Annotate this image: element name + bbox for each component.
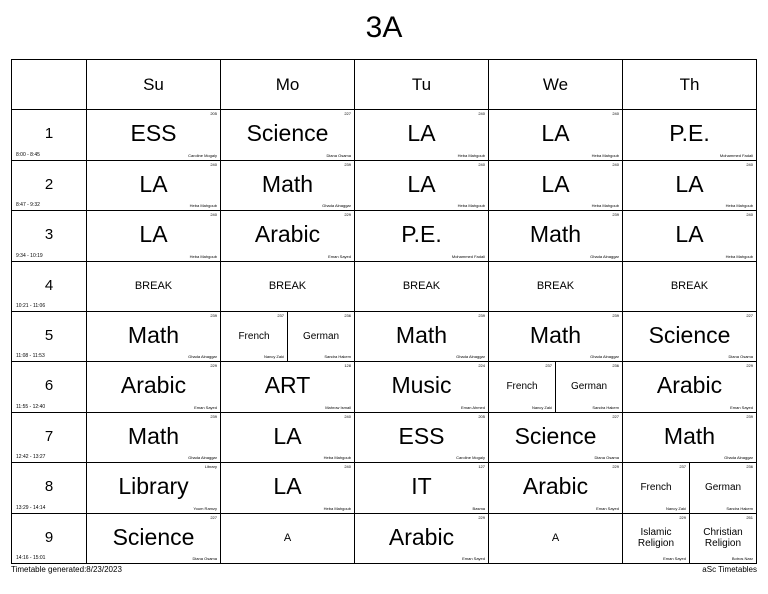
teacher-name: Diana Osama [594, 455, 619, 461]
room-number: 239 [746, 413, 753, 419]
lesson-half [489, 362, 555, 411]
teacher-name: Mahrow Ismail [325, 404, 351, 410]
room-number: 240 [478, 161, 485, 167]
period-time: 9:34 - 10:19 [16, 252, 43, 259]
subject-name: LA [407, 170, 436, 197]
room-number: 240 [746, 161, 753, 167]
lesson-cell [623, 311, 757, 361]
period-row [12, 211, 757, 261]
day-header: Mo [221, 60, 355, 110]
room-number: 237 [277, 312, 284, 318]
subject-name: BREAK [536, 279, 575, 292]
lesson-cell [87, 211, 221, 261]
day-header: Tu [355, 60, 489, 110]
subject-name: BREAK [268, 279, 307, 292]
lesson-cell [489, 110, 623, 160]
teacher-name: Diana Osama [192, 556, 217, 561]
teacher-name: Heba Mahgoub [323, 505, 351, 511]
teacher-name: Ghada Alnaggar [590, 354, 619, 360]
subject-name: Math [127, 422, 180, 449]
lesson-cell [623, 513, 757, 563]
split-lesson [623, 514, 756, 563]
period-cell [12, 362, 87, 412]
teacher-name: Ghada Alnaggar [322, 203, 351, 209]
lesson-cell [221, 513, 355, 563]
day-header-row [12, 60, 757, 110]
room-number: 239 [210, 413, 217, 419]
room-number: 240 [746, 212, 753, 218]
subject-name: Science [112, 523, 195, 550]
lesson-cell [355, 211, 489, 261]
lesson-cell [623, 463, 757, 513]
lesson-half [689, 514, 756, 563]
teacher-name: Eman Sayed [730, 404, 753, 410]
period-row [12, 311, 757, 361]
period-row [12, 261, 757, 311]
subject-name: Math [261, 170, 314, 197]
lesson-half [555, 362, 622, 411]
teacher-name: Sandra Hakem [592, 404, 619, 410]
subject-name: Arabic [388, 523, 455, 550]
period-number: 9 [44, 528, 54, 546]
split-lesson [623, 463, 756, 512]
lesson-cell [87, 261, 221, 311]
period-number: 3 [44, 226, 54, 244]
period-cell [12, 211, 87, 261]
period-cell [12, 311, 87, 361]
lesson-cell [489, 261, 623, 311]
period-number: 5 [44, 326, 54, 344]
period-row [12, 110, 757, 160]
subject-name: Music [391, 372, 452, 399]
lesson-cell [489, 311, 623, 361]
subject-name: LA [541, 170, 570, 197]
lesson-cell [221, 261, 355, 311]
period-time: 8:47 - 9:32 [16, 202, 40, 209]
teacher-name: Eman Sayed [462, 556, 485, 561]
lesson-cell [221, 211, 355, 261]
lesson-half [623, 514, 689, 563]
room-number: 240 [612, 161, 619, 167]
room-number: 227 [210, 514, 217, 520]
lesson-half [287, 312, 354, 361]
room-number: 229 [344, 212, 351, 218]
room-number: 229 [679, 514, 686, 520]
teacher-name: Ghada Alnaggar [188, 354, 217, 360]
lesson-cell [221, 412, 355, 462]
subject-name: LA [541, 120, 570, 147]
teacher-name: Mohammed Fadali [719, 152, 753, 158]
room-number: 205 [210, 111, 217, 117]
period-cell [12, 463, 87, 513]
period-row [12, 463, 757, 513]
period-cell [12, 110, 87, 160]
teacher-name: Diana Osama [326, 152, 351, 158]
period-number: 2 [44, 175, 54, 193]
room-number: 229 [612, 464, 619, 470]
lesson-cell [87, 412, 221, 462]
period-row [12, 362, 757, 412]
room-number: 236 [746, 464, 753, 470]
lesson-cell [623, 211, 757, 261]
teacher-name: Eman Sayed [194, 404, 217, 410]
subject-name: A [283, 531, 292, 544]
room-number: 229 [746, 363, 753, 369]
room-number: 127 [478, 464, 485, 470]
subject-name: BREAK [402, 279, 441, 292]
teacher-name: Sandra Hakem [324, 354, 351, 360]
subject-name: P.E. [669, 120, 710, 147]
lesson-half [623, 463, 689, 512]
teacher-name: Ghada Alnaggar [188, 455, 217, 461]
room-number: 224 [478, 363, 485, 369]
lesson-cell [221, 362, 355, 412]
subject-name: ART [264, 372, 311, 399]
lesson-cell [221, 463, 355, 513]
room-number: 227 [746, 312, 753, 318]
subject-name: Islamic Religion [637, 526, 675, 549]
teacher-name: Eman Sayed [328, 253, 351, 259]
lesson-cell [87, 160, 221, 210]
teacher-name: Heba Mahgoub [457, 203, 485, 209]
subject-name: Science [648, 321, 731, 348]
room-number: 227 [344, 111, 351, 117]
subject-name: LA [675, 221, 704, 248]
lesson-cell [355, 261, 489, 311]
lesson-cell [489, 463, 623, 513]
lesson-cell [355, 160, 489, 210]
lesson-cell [87, 463, 221, 513]
period-row [12, 412, 757, 462]
split-lesson [489, 362, 622, 411]
room-number: 229 [210, 363, 217, 369]
teacher-name: Botros Nasr [731, 556, 753, 561]
period-time: 10:21 - 11:06 [16, 302, 46, 309]
teacher-name: Mohammed Fadali [451, 253, 485, 259]
subject-name: German [302, 330, 340, 342]
period-time: 8:00 - 8:45 [16, 151, 40, 158]
subject-name: French [506, 381, 538, 393]
lesson-cell [221, 311, 355, 361]
teacher-name: Nancy Zaki [531, 404, 552, 410]
subject-name: LA [139, 221, 168, 248]
subject-name: Science [246, 120, 329, 147]
corner-cell [12, 60, 87, 110]
subject-name: IT [411, 473, 432, 500]
period-time: 12:42 - 13:27 [16, 454, 46, 461]
subject-name: LA [139, 170, 168, 197]
room-number: 240 [210, 212, 217, 218]
room-number: 239 [344, 161, 351, 167]
subject-name: Math [663, 422, 716, 449]
period-number: 6 [44, 377, 54, 395]
period-row [12, 160, 757, 210]
lesson-cell [355, 412, 489, 462]
room-number: 239 [612, 212, 619, 218]
subject-name: German [570, 381, 608, 393]
subject-name: Math [529, 321, 582, 348]
subject-name: LA [407, 120, 436, 147]
subject-name: LA [675, 170, 704, 197]
teacher-name: Heba Mahgoub [725, 253, 753, 259]
teacher-name: Heba Mahgoub [591, 152, 619, 158]
day-header: Th [623, 60, 757, 110]
split-lesson [221, 312, 354, 361]
subject-name: Arabic [254, 221, 321, 248]
teacher-name: Ghada Alnaggar [456, 354, 485, 360]
room-number: 239 [612, 312, 619, 318]
subject-name: LA [273, 422, 302, 449]
lesson-cell [623, 160, 757, 210]
room-number: 239 [210, 312, 217, 318]
period-time: 11:55 - 12:40 [16, 403, 46, 410]
teacher-name: Eman Sayed [663, 556, 686, 561]
period-cell [12, 160, 87, 210]
timetable-grid [11, 59, 757, 564]
room-number: 240 [210, 161, 217, 167]
period-number: 8 [44, 478, 54, 496]
subject-name: A [551, 531, 560, 544]
lesson-half [689, 463, 756, 512]
lesson-cell [489, 412, 623, 462]
teacher-name: Heba Mahgoub [725, 203, 753, 209]
lesson-cell [87, 110, 221, 160]
lesson-cell [623, 110, 757, 160]
room-number: 240 [344, 413, 351, 419]
subject-name: Math [529, 221, 582, 248]
room-number: 229 [478, 514, 485, 520]
subject-name: German [704, 482, 742, 494]
software-credit: aSc Timetables [702, 565, 757, 574]
room-number: Library [204, 464, 217, 470]
timetable-title: 3A [365, 11, 403, 44]
teacher-name: Youm Ramzy [193, 505, 217, 511]
teacher-name: Heba Mahgoub [457, 152, 485, 158]
lesson-cell [355, 513, 489, 563]
lesson-cell [355, 311, 489, 361]
teacher-name: Heba Mahgoub [189, 203, 217, 209]
subject-name: LA [273, 473, 302, 500]
room-number: 240 [344, 464, 351, 470]
lesson-cell [355, 362, 489, 412]
lesson-cell [87, 362, 221, 412]
generated-date: Timetable generated:8/23/2023 [11, 565, 122, 574]
period-number: 7 [44, 427, 54, 445]
subject-name: Science [514, 422, 597, 449]
teacher-name: Ghada Alnaggar [724, 455, 753, 461]
room-number: 251 [746, 514, 753, 520]
subject-name: Arabic [522, 473, 589, 500]
period-time: 14:16 - 15:01 [16, 555, 46, 561]
lesson-cell [221, 160, 355, 210]
teacher-name: Basma [472, 505, 485, 511]
period-time: 11:08 - 11:53 [16, 353, 45, 360]
room-number: 237 [679, 464, 686, 470]
lesson-cell [355, 110, 489, 160]
subject-name: French [640, 482, 672, 494]
lesson-cell [489, 513, 623, 563]
teacher-name: Nancy Zaki [263, 354, 284, 360]
subject-name: Math [127, 321, 180, 348]
day-header: We [489, 60, 623, 110]
teacher-name: Ghada Alnaggar [590, 253, 619, 259]
subject-name: Arabic [656, 372, 723, 399]
lesson-cell [355, 463, 489, 513]
subject-name: ESS [398, 422, 445, 449]
lesson-cell [87, 311, 221, 361]
teacher-name: Nancy Zaki [665, 505, 686, 511]
period-cell [12, 513, 87, 563]
teacher-name: Diana Osama [728, 354, 753, 360]
teacher-name: Heba Mahgoub [323, 455, 351, 461]
lesson-cell [623, 412, 757, 462]
lesson-cell [221, 110, 355, 160]
teacher-name: Heba Mahgoub [591, 203, 619, 209]
subject-name: Library [118, 473, 189, 500]
period-cell [12, 412, 87, 462]
room-number: 205 [478, 413, 485, 419]
lesson-cell [623, 261, 757, 311]
period-number: 4 [44, 276, 54, 294]
room-number: 240 [478, 111, 485, 117]
day-header: Su [87, 60, 221, 110]
teacher-name: Heba Mahgoub [189, 253, 217, 259]
subject-name: Christian Religion [703, 526, 743, 549]
room-number: 239 [478, 312, 485, 318]
room-number: 236 [612, 363, 619, 369]
subject-name: French [238, 330, 270, 342]
teacher-name: Eman Ahmed [460, 404, 485, 410]
subject-name: ESS [130, 120, 177, 147]
teacher-name: Caroline Mogaly [456, 455, 485, 461]
lesson-cell [489, 362, 623, 412]
lesson-cell [87, 513, 221, 563]
subject-name: P.E. [401, 221, 442, 248]
teacher-name: Sandra Hakem [726, 505, 753, 511]
subject-name: BREAK [134, 279, 173, 292]
lesson-cell [489, 160, 623, 210]
period-number: 1 [44, 125, 54, 143]
room-number: 128 [344, 363, 351, 369]
teacher-name: Eman Sayed [596, 505, 619, 511]
period-row [12, 513, 757, 563]
lesson-cell [489, 211, 623, 261]
period-time: 13:29 - 14:14 [16, 504, 46, 511]
subject-name: Math [395, 321, 448, 348]
lesson-half [221, 312, 287, 361]
room-number: 227 [612, 413, 619, 419]
room-number: 236 [344, 312, 351, 318]
period-cell [12, 261, 87, 311]
subject-name: Arabic [120, 372, 187, 399]
room-number: 237 [545, 363, 552, 369]
teacher-name: Caroline Mogaly [188, 152, 217, 158]
room-number: 240 [612, 111, 619, 117]
subject-name: BREAK [670, 279, 709, 292]
lesson-cell [623, 362, 757, 412]
